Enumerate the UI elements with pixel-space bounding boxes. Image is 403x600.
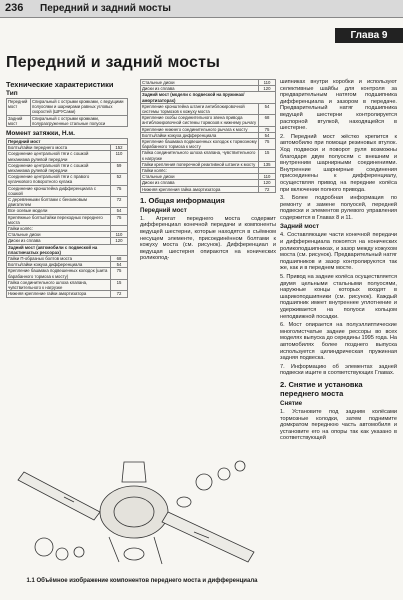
table-row: Болты/гайки кожуха дифференциала 54 [7, 262, 128, 268]
figure-caption: 1.1 Объёмное изображение компонентов переднего моста и дифференциала [26, 578, 258, 584]
table-row: Диски из сплава 120 [141, 180, 276, 186]
tech-heading: Технические характеристики [6, 80, 114, 89]
table-row: Крепление башмака подвешенных колодок к тормозному барабанного тормоза к мосту 75 [141, 139, 276, 150]
table-row: Соединение кронштейна дифференциала с сошкой 75 [7, 185, 128, 196]
table-row: Все осевые модели 54 [7, 208, 128, 214]
table-row: Задний мост Спиральный с острыми кромками, полуразгруженные стальные полуоси [7, 115, 128, 126]
table-row: Гайки крепления поперечной реактивной штанги к мосту 135 [141, 161, 276, 167]
left-column [6, 80, 128, 298]
paragraph: 4. Составляющие части конечной передачи и дифференциала покоятся на конических роликоподшипниках, и зазор между кожухом моста (см. рисунок). Предварительный натяг подшипников и зазор контролируются так же, как и в переднем мосте. [280, 232, 397, 272]
table-row: Стальные диски 110 [141, 174, 276, 180]
page-title: Передний и задний мосты [6, 54, 221, 71]
table-row: С деревянными болтами с бензиновым двигателем 72 [7, 197, 128, 208]
paragraph: 6. Мост опирается на полуэллиптические многолистчатые задние рессоры во всех моделях выпуска до середины 1995 года. На автомобилях более позднего выпуска используется цилиндрическая пружинная задняя подвеска. [280, 322, 397, 362]
table-row: Болты/гайки переднего моста 152 [7, 145, 128, 151]
table-row: Крепление скобы соединительного звена привода антиблокировочной системы тормозов к нижнему рычагу 68 [141, 115, 276, 126]
table-row: Гайка соединительного шлоха клапана, чувствительного к нагрузке 15 [7, 279, 128, 290]
front-axle-heading: Передний мост [140, 206, 187, 214]
paragraph: 1. Установите под задним колёсами тормозные колодки, затем поднимите домкратом переднюю часть автомобиля и установите его на опоры так как указано в соответствующей [280, 408, 397, 442]
table-row: Нижняя крепления гайка амортизатора 72 [141, 186, 276, 192]
type-heading: Тип [6, 90, 18, 97]
table-row: Задний мост (автомобили с подвеской на пластинчатых рессорах) [7, 244, 128, 255]
paragraph: 5. Привод на задние колёса осуществляется двумя цельными стальными полуосями, наружные концы которых входят в шарикоподшипники (см. рисунок). Каждый подшипник имеет внутреннее уплотнение и удерживается на полуоси кольцом неподвижной посадки. [280, 274, 397, 320]
torque-table [6, 138, 128, 297]
table-row: Стальные диски 110 [7, 232, 128, 238]
table-row: Нижняя крепление гайки амортизатора 72 [7, 291, 128, 297]
table-row: Гайки колёс: [141, 168, 276, 174]
table-row: Соединение центральной тяги с сошкой механизма рулевой передачи 110 [7, 151, 128, 162]
paragraph: 1. Агрегат переднего моста содержит дифференциал конечной передачи и компоненты ведущей шестерни, которые находятся в съёмном несущем элементе, присоединённом болтами к кожуху моста (см. рисунок). Дифференциал и ведущая шестерня опираются на конических роликопод- [140, 215, 276, 262]
chapter-label: Глава 9 [335, 28, 403, 43]
page-header [0, 0, 403, 18]
section-general-heading: 1. Общая информация [140, 195, 225, 205]
table-row: Стальные диски 110 [141, 80, 276, 86]
table-row: Крепление башмака подвешенных колодок (шита барабанного тормоза к мосту) 75 [7, 268, 128, 279]
table-row: Крепление нижнего соединительного рычага к мосту 75 [141, 126, 276, 132]
table-row: Диски из сплава 120 [141, 86, 276, 92]
table-row: Соединение центральной тяги с правого кулачкового поворотного кулака 52 [7, 174, 128, 185]
table-row: Диски из сплава 120 [7, 238, 128, 244]
paragraph: 2. Передний мост жёстко крепится к автомобилю при помощи резиновых втулок. Ход подвески и поворот руля возможны благодаря двум полуосям с внешним и внутренним шарнирными соединениями. Внутренние шарнирные соединения присоединены к дифференциалу, осуществляя привод на передние колёса при включении полного привода. [280, 133, 397, 193]
table-row: Гайки П-образных болтов моста 68 [7, 256, 128, 262]
table-row: Болты/гайки кожуха дифференциала 54 [141, 132, 276, 138]
table-row: Передний мост Спиральный с острыми кромками, с ведущими полуосями и шарнирами равных угловых скоростей (ШРУСами) [7, 99, 128, 116]
section-removal-heading: 2. Снятие и установка переднего моста [280, 379, 363, 398]
table-row: Соединение центральной тяги с сошкой механизма рулевой передачи 59 [7, 162, 128, 173]
table-row: Крепёжные болты/гайки переходных переднего моста 75 [7, 214, 128, 225]
torque-heading: Момент затяжки, Н.м. [6, 130, 75, 138]
table-row: Крепление кронштейна штанги антиблокировочной системы тормозов к кожуху моста 54 [141, 103, 276, 114]
paragraph: 7. Информацию об элементах задней подвески ищите в соответствующих Главах. [280, 363, 397, 377]
page-number: 236 [5, 2, 24, 14]
paragraph: шипниках внутри коробки и используют селективные шайбы для контроля за предварительным натягом подшипника дифференциала и зазором в передаче. Предварительный натяг подшипника ведущей шестерни контролируется распорной втулкой, находящейся в шестерне. [280, 79, 397, 132]
right-column [280, 79, 397, 444]
exploded-axle-diagram [4, 442, 274, 574]
table-row: Гайка соединительного шлоха клапана, чувствительного к нагрузке 15 [141, 150, 276, 161]
rear-axle-heading: Задний мост [280, 223, 319, 231]
paragraph: 3. Более подробная информация по ремонту и замене полуосей, передней подвески и элементов рулевого управления содержится в Главах 8 и 11. [280, 195, 397, 221]
middle-column [140, 79, 276, 264]
type-table [6, 98, 128, 127]
torque-table-cont [140, 79, 276, 193]
table-row: Гайки колёс: [7, 226, 128, 232]
running-title: Передний и задний мосты [40, 3, 171, 14]
table-row: Задний мост (модели с подвеской на пружинах/амортизаторах) [141, 92, 276, 103]
removal-subheading: Снятие [280, 399, 303, 407]
table-row: Передний мост [7, 139, 128, 145]
